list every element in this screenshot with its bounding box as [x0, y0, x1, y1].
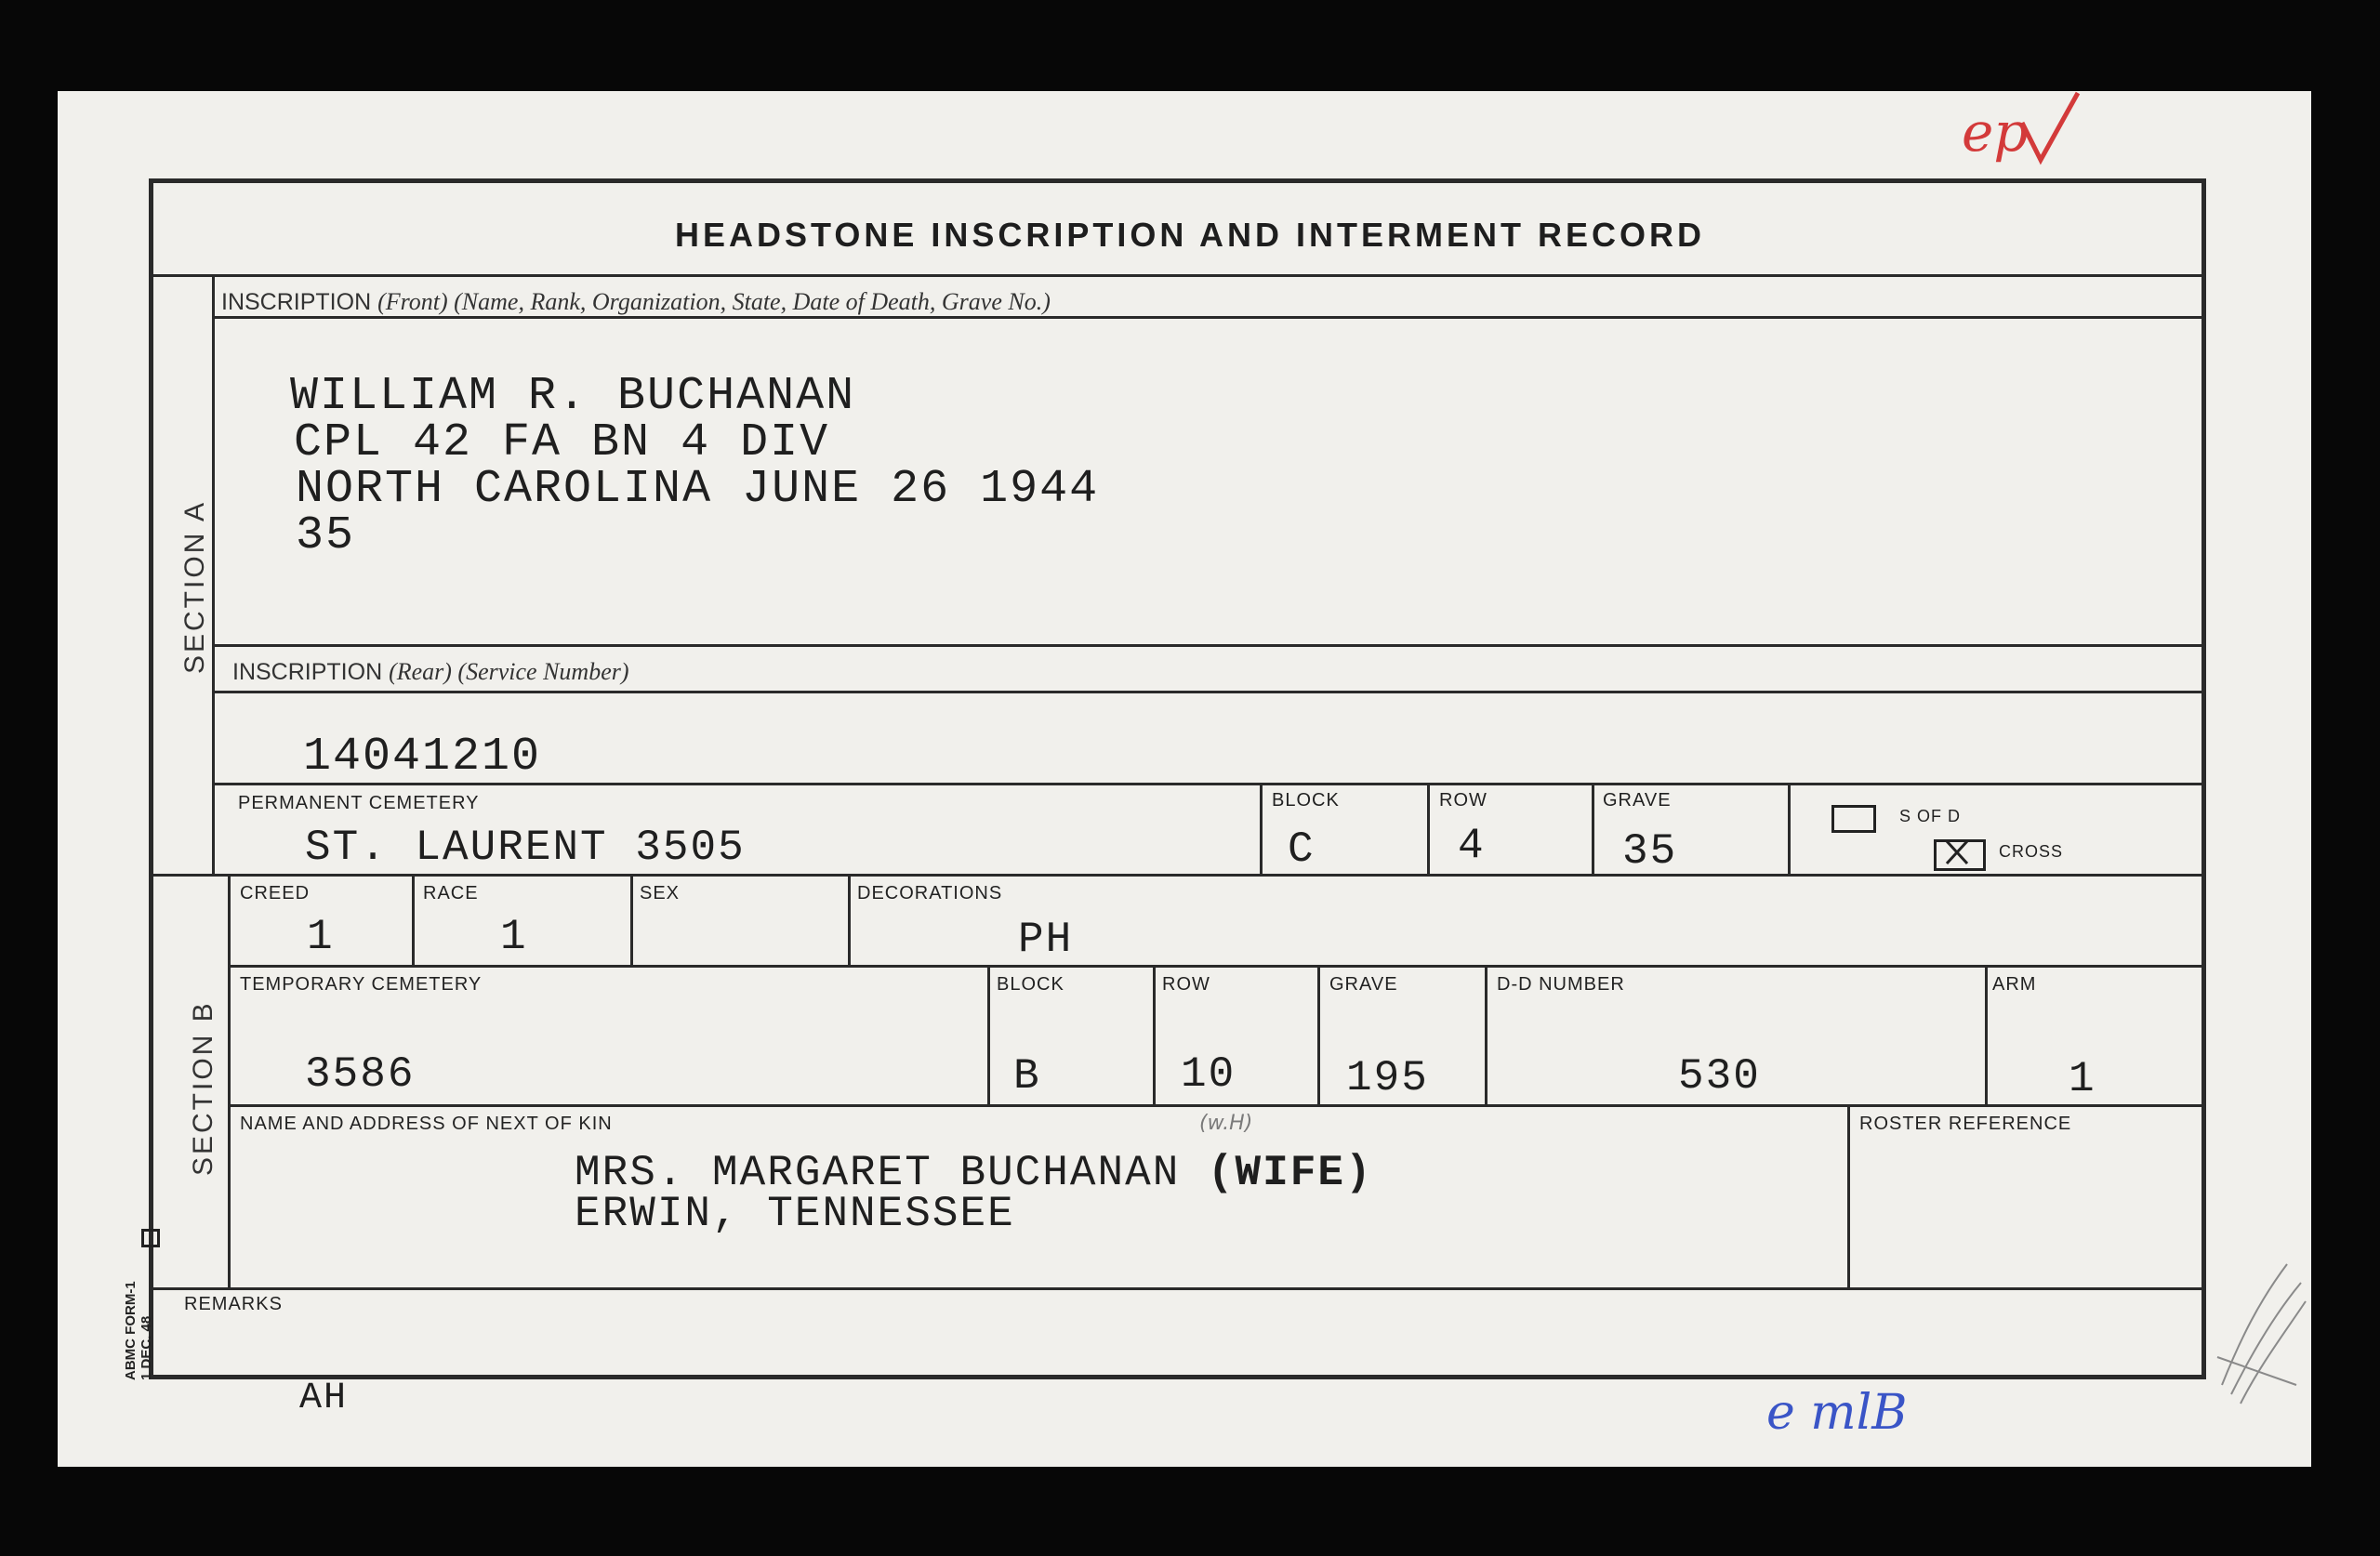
- divider-front-label: [212, 316, 2206, 319]
- temporary-row-value: 10: [1181, 1050, 1236, 1099]
- next-of-kin-label: NAME AND ADDRESS OF NEXT OF KIN: [240, 1114, 613, 1134]
- cell-line: [412, 874, 415, 967]
- divider-rear-label: [212, 691, 2206, 693]
- sex-label: SEX: [640, 883, 681, 903]
- divider-remarks-top: [153, 1287, 2206, 1290]
- temporary-grave-label: GRAVE: [1329, 974, 1398, 995]
- cross-checkbox[interactable]: [1934, 839, 1986, 871]
- inscription-front-hint: (Front) (Name, Rank, Organization, State, Date of Death, Grave No.): [377, 288, 1051, 315]
- inscription-rear-hint: (Rear) (Service Number): [389, 658, 629, 685]
- arm-value: 1: [2069, 1055, 2096, 1103]
- x-mark-icon: [1934, 839, 1980, 865]
- permanent-row-value: 4: [1458, 822, 1486, 870]
- dd-number-value: 530: [1678, 1052, 1761, 1101]
- pencil-note: (w.H): [1199, 1112, 1253, 1135]
- next-of-kin-address: ERWIN, TENNESSEE: [575, 1190, 1015, 1238]
- inscription-front-label: INSCRIPTION (Front) (Name, Rank, Organization, State, Date of Death, Grave No.): [221, 288, 1051, 315]
- divider-kin-top: [228, 1104, 2206, 1107]
- next-of-kin-name-text: MRS. MARGARET BUCHANAN: [575, 1149, 1181, 1197]
- inscription-line-1: WILLIAM R. BUCHANAN: [290, 370, 856, 423]
- race-value: 1: [500, 913, 528, 961]
- dd-number-label: D-D NUMBER: [1497, 974, 1625, 995]
- remarks-label: REMARKS: [184, 1294, 283, 1314]
- permanent-grave-label: GRAVE: [1603, 790, 1672, 811]
- section-a-label: SECTION A: [179, 499, 210, 674]
- blue-initials: e mlB: [1766, 1385, 1908, 1441]
- permanent-block-value: C: [1288, 825, 1316, 874]
- roster-reference-label: ROSTER REFERENCE: [1859, 1114, 2072, 1134]
- cell-line: [630, 874, 633, 967]
- permanent-row-label: ROW: [1439, 790, 1488, 811]
- permanent-cemetery-value: ST. LAURENT 3505: [305, 824, 746, 872]
- cell-line: [1317, 965, 1320, 1106]
- permanent-block-label: BLOCK: [1272, 790, 1340, 811]
- cell-line: [1788, 783, 1791, 876]
- creed-value: 1: [307, 913, 335, 961]
- section-a-column-line: [212, 274, 215, 876]
- remarks-value: AH: [299, 1378, 349, 1419]
- next-of-kin-relation: (WIFE): [1207, 1149, 1373, 1197]
- inscription-line-4: 35: [296, 509, 356, 562]
- divider-rear-top: [212, 644, 2206, 647]
- form-id-label: ABMC FORM-1 1 DEC. 48: [123, 1281, 154, 1380]
- cell-line: [1847, 1104, 1850, 1289]
- cross-label: CROSS: [1999, 842, 2064, 861]
- decorations-value: PH: [1018, 916, 1074, 964]
- inscription-line-2: CPL 42 FA BN 4 DIV: [294, 416, 830, 469]
- red-initials: ep: [1962, 100, 2029, 164]
- form-title: HEADSTONE INSCRIPTION AND INTERMENT RECORD: [674, 216, 1706, 254]
- section-b-label: SECTION B: [188, 1000, 218, 1176]
- cell-line: [1427, 783, 1430, 876]
- divider-section-b: [153, 874, 2206, 877]
- decorations-label: DECORATIONS: [857, 883, 1003, 903]
- service-number: 14041210: [303, 731, 542, 784]
- form-id-box: [141, 1229, 160, 1247]
- cell-line: [1985, 965, 1988, 1106]
- creed-label: CREED: [240, 883, 311, 903]
- cell-line: [1485, 965, 1488, 1106]
- temporary-cemetery-value: 3586: [305, 1050, 416, 1099]
- temporary-grave-value: 195: [1346, 1054, 1429, 1102]
- temporary-row-label: ROW: [1162, 974, 1210, 995]
- cell-line: [848, 874, 851, 967]
- red-check-mark-icon: [2013, 86, 2087, 169]
- inscription-rear-label: INSCRIPTION (Rear) (Service Number): [232, 658, 629, 685]
- inscription-line-3: NORTH CAROLINA JUNE 26 1944: [296, 463, 1100, 516]
- divider-temporary-top: [228, 965, 2206, 968]
- permanent-cemetery-label: PERMANENT CEMETERY: [238, 793, 480, 813]
- permanent-grave-value: 35: [1622, 827, 1678, 876]
- cell-line: [1260, 783, 1263, 876]
- pencil-scribble-icon: [2203, 1246, 2315, 1413]
- temporary-cemetery-label: TEMPORARY CEMETERY: [240, 974, 483, 995]
- temporary-block-label: BLOCK: [997, 974, 1064, 995]
- divider-title: [149, 274, 2206, 277]
- arm-label: ARM: [1992, 974, 2037, 995]
- cell-line: [1153, 965, 1156, 1106]
- s-of-d-checkbox[interactable]: [1831, 805, 1876, 833]
- section-b-column-line: [228, 874, 231, 1289]
- cell-line: [987, 965, 990, 1106]
- s-of-d-label: S OF D: [1899, 807, 1962, 825]
- race-label: RACE: [423, 883, 479, 903]
- cell-line: [1592, 783, 1594, 876]
- temporary-block-value: B: [1013, 1052, 1041, 1101]
